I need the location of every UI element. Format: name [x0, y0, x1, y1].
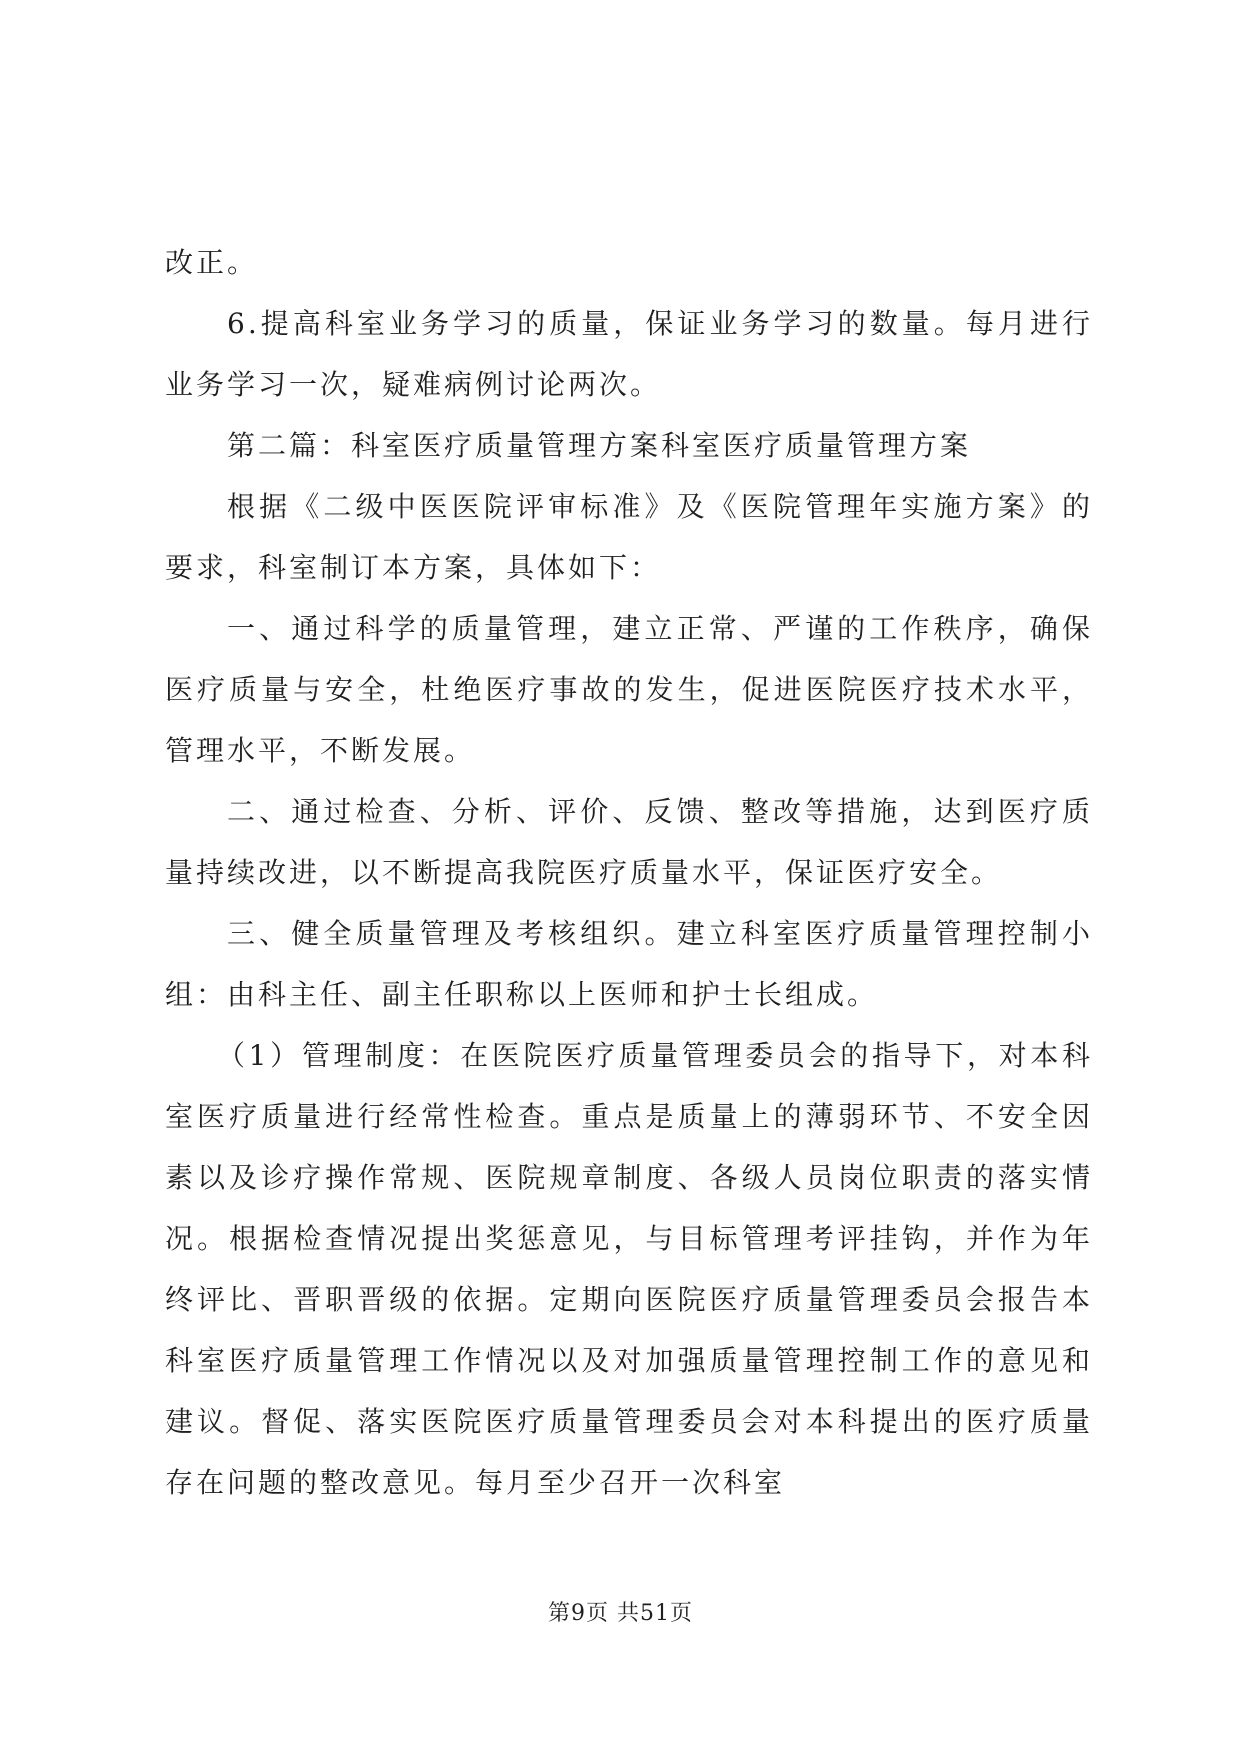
paragraph-continuation: 改正。	[165, 246, 259, 279]
document-body	[165, 232, 1093, 1513]
paragraph-point-2: 二、通过检查、分析、评价、反馈、整改等措施，达到医疗质量持续改进，以不断提高我院医疗质量水平，保证医疗安全。	[165, 795, 1093, 889]
paragraph-intro: 根据《二级中医医院评审标准》及《医院管理年实施方案》的要求，科室制订本方案，具体如下：	[165, 490, 1093, 584]
page-footer	[0, 1596, 1241, 1627]
page-number: 第9页 共51页	[548, 1601, 693, 1626]
section-heading: 第二篇：科室医疗质量管理方案科室医疗质量管理方案	[227, 429, 972, 462]
paragraph-point-3: 三、健全质量管理及考核组织。建立科室医疗质量管理控制小组：由科主任、副主任职称以上医师和护士长组成。	[165, 917, 1093, 1011]
paragraph-management-system: （1）管理制度：在医院医疗质量管理委员会的指导下，对本科室医疗质量进行经常性检查。重点是质量上的薄弱环节、不安全因素以及诊疗操作常规、医院规章制度、各级人员岗位职责的落实情况。根据检查情况提出奖惩意见，与目标管理考评挂钩，并作为年终评比、晋职晋级的依据。定期向医院医疗质量管理委员会报告本科室医疗质量管理工作情况以及对加强质量管理控制工作的意见和建议。督促、落实医院医疗质量管理委员会对本科提出的医疗质量存在问题的整改意见。每月至少召开一次科室	[165, 1039, 1093, 1499]
paragraph-point-1: 一、通过科学的质量管理，建立正常、严谨的工作秩序，确保医疗质量与安全，杜绝医疗事故的发生，促进医院医疗技术水平，管理水平，不断发展。	[165, 612, 1093, 767]
paragraph-item-6: 6.提高科室业务学习的质量，保证业务学习的数量。每月进行业务学习一次，疑难病例讨论两次。	[165, 307, 1093, 401]
